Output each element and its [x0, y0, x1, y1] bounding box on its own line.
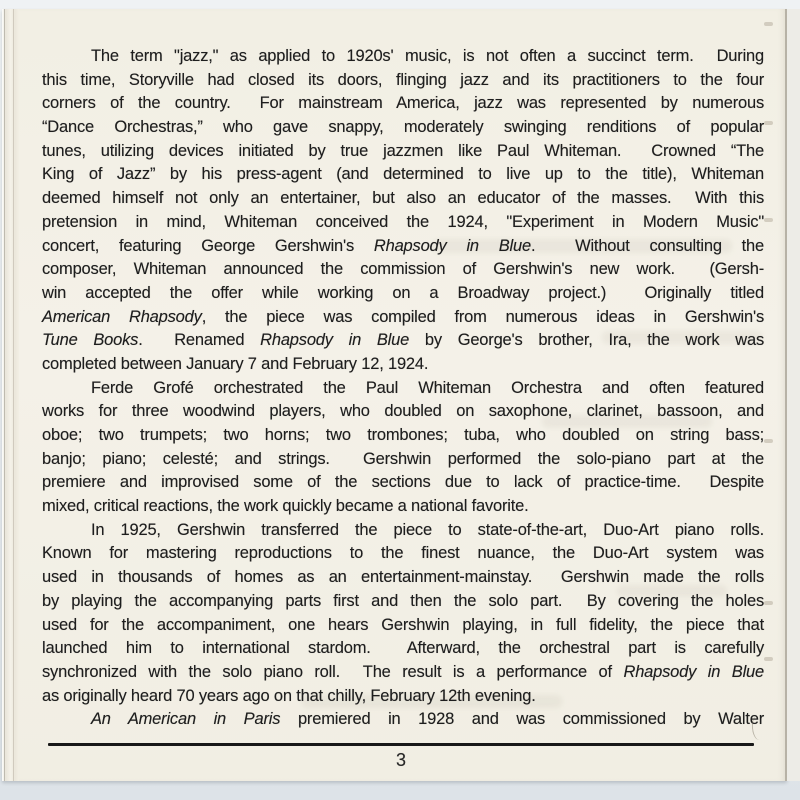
text-line [42, 353, 764, 377]
italic-text-segment: An American in Paris [91, 710, 281, 729]
text-line [42, 471, 764, 495]
body-text [42, 45, 764, 732]
text-line [42, 69, 764, 93]
text-line [42, 187, 764, 211]
booklet-page [2, 9, 787, 781]
page-edge-mark [764, 439, 773, 443]
text-line [42, 45, 764, 69]
text-line [42, 424, 764, 448]
text-segment: Ferde Grofé orchestrated the Paul Whiteman Orchestra and often featured [91, 378, 764, 397]
text-segment: tunes, utilizing devices initiated by true jazzmen like Paul Whiteman. Crowned “The [42, 141, 764, 160]
text-segment: oboe; two trumpets; two horns; two trombones; tuba, who doubled on string bass; [42, 426, 764, 444]
italic-text-segment: Rhapsody in Blue [623, 662, 764, 681]
text-segment: synchronized with the solo piano roll. The result is a performance of [42, 662, 624, 681]
text-segment: launched him to international stardom. Afterward, the orchestral part is carefully [42, 639, 764, 658]
text-line [42, 566, 764, 590]
text-segment: premiere and improvised some of the sections due to lack of practice-time. Despite [42, 473, 764, 492]
text-line [42, 448, 764, 472]
text-line [42, 661, 764, 685]
text-line [42, 163, 764, 187]
text-line [42, 519, 764, 543]
text-line [42, 637, 764, 661]
italic-text-segment: American Rhapsody [42, 307, 202, 326]
page-edge-mark [764, 22, 773, 26]
text-line [42, 614, 764, 638]
italic-text-segment: Tune Books [42, 331, 139, 350]
adjacent-page-edge [785, 9, 800, 781]
text-line [42, 329, 764, 353]
text-segment: as originally heard 70 years ago on that chilly, February 12th evening. [42, 686, 536, 705]
text-line [42, 282, 764, 306]
text-line [42, 400, 764, 424]
text-segment: premiered in 1928 and was commissioned by Walter [280, 710, 765, 729]
page-number: 3 [395, 750, 406, 770]
spine-crease-line [13, 9, 14, 781]
text-line [42, 590, 764, 614]
text-segment: , the piece was compiled from numerous ideas in Gershwin's [201, 307, 764, 326]
text-segment: In 1925, Gershwin transferred the piece to state-of-the-art, Duo-Art piano rolls. [91, 520, 764, 539]
text-segment: concert, featuring George Gershwin's [42, 236, 374, 255]
text-line [42, 258, 764, 282]
text-segment: used for the accompaniment, one hears Gershwin playing, in full fidelity, the piece that [42, 615, 764, 634]
text-segment: . Renamed [138, 331, 261, 350]
spine-fold-line [4, 9, 5, 781]
text-segment: works for three woodwind players, who doubled on saxophone, clarinet, bassoon, and [42, 402, 764, 421]
text-line [42, 542, 764, 566]
text-segment: Known for mastering reproductions to the finest nuance, the Duo-Art system was [42, 544, 764, 563]
text-segment: completed between January 7 and February 12, 1924. [42, 354, 429, 373]
text-line [42, 211, 764, 235]
footer-rule [48, 743, 754, 746]
page-edge-mark [764, 657, 773, 661]
text-segment: composer, Whiteman announced the commission of Gershwin's new work. (Gersh- [42, 260, 764, 279]
text-segment: mixed, critical reactions, the work quickly became a national favorite. [42, 497, 529, 516]
page-edge-mark [764, 121, 773, 125]
text-line [42, 708, 764, 732]
text-line [42, 235, 764, 259]
text-line [42, 116, 764, 140]
text-segment: banjo; piano; celesté; and strings. Gershwin performed the solo-piano part at the [42, 449, 764, 468]
text-segment: . Without consulting the [530, 236, 764, 255]
text-line [42, 377, 764, 401]
text-line [42, 685, 764, 709]
text-line [42, 495, 764, 519]
italic-text-segment: Rhapsody in Blue [260, 331, 410, 350]
text-segment: deemed himself not only an entertainer, but also an educator of the masses. With this [42, 189, 764, 208]
text-line [42, 306, 764, 330]
text-segment: The term "jazz," as applied to 1920s' music, is not often a succinct term. During [91, 47, 764, 65]
page-edge-mark [764, 218, 773, 222]
page-edge-mark [764, 601, 773, 605]
italic-text-segment: Rhapsody in Blue [373, 236, 531, 255]
text-segment: win accepted the offer while working on a Broadway project.) Originally titled [42, 283, 764, 302]
text-line [42, 92, 764, 116]
text-segment: “Dance Orchestras,” who gave snappy, moderately swinging renditions of popular [42, 118, 764, 137]
text-segment: used in thousands of homes as an entertainment-mainstay. Gershwin made the rolls [42, 568, 764, 587]
text-segment: King of Jazz” by his press-agent (and determined to live up to the title), Whiteman [42, 165, 764, 184]
text-line [42, 140, 764, 164]
text-segment: by George's brother, Ira, the work was [409, 331, 764, 350]
text-segment: corners of the country. For mainstream America, jazz was represented by numerous [42, 94, 764, 113]
text-segment: pretension in mind, Whiteman conceived the 1924, "Experiment in Modern Music" [42, 212, 764, 231]
text-segment: this time, Storyville had closed its doors, flinging jazz and its practitioners to the four [42, 70, 764, 89]
text-segment: by playing the accompanying parts first and then the solo part. By covering the holes [42, 591, 764, 610]
